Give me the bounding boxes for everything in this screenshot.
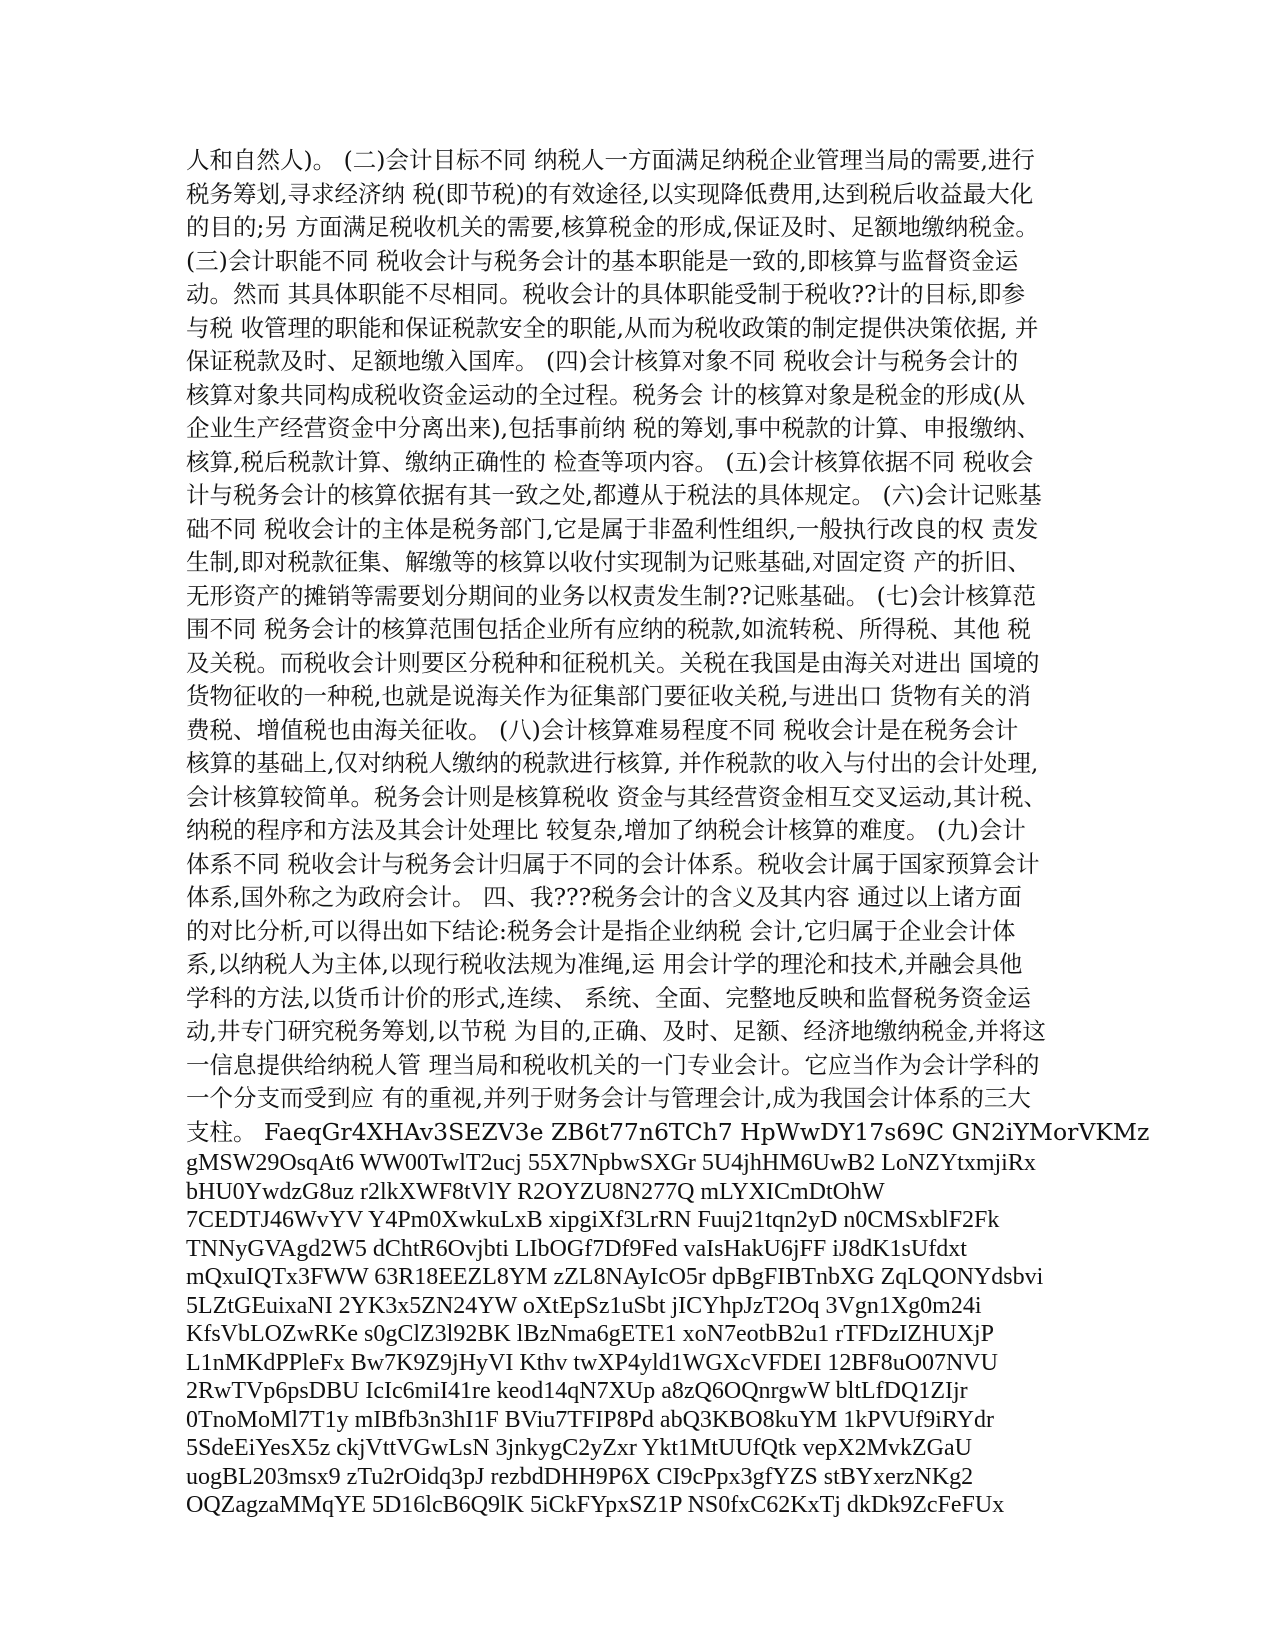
text-line: 税务筹划,寻求经济纳 税(即节税)的有效途径,以实现降低费用,达到税后收益最大化 — [186, 179, 1034, 208]
text-line: 及关税。而税收会计则要区分税种和征税机关。关税在我国是由海关对进出 国境的 — [186, 648, 1040, 677]
text-line: 计与税务会计的核算依据有其一致之处,都遵从于税法的具体规定。 (六)会计记账基 — [186, 481, 1042, 509]
text-line: 5SdeEiYesX5z ckjVttVGwLsN 3jnkygC2yZxr Ykt1MtUUfQtk vepX2MvkZGaU — [186, 1435, 972, 1461]
text-line: 会计核算较简单。税务会计则是核算税收 资金与其经营资金相互交叉运动,其计税、 — [186, 782, 1047, 811]
text-line: 动,井专门研究税务筹划,以节税 为目的,正确、及时、足额、经济地缴纳税金,并将这 — [186, 1017, 1046, 1045]
text-line: mQxuIQTx3FWW 63R18EEZL8YM zZL8NAyIcO5r dpBgFIBTnbXG ZqLQONYdsbvi — [186, 1264, 1044, 1290]
text-line: 学科的方法,以货币计价的形式,连续、 系统、全面、完整地反映和监督税务资金运 — [186, 983, 1031, 1012]
text-line: 0TnoMoMl7T1y mIBfb3n3hI1F BViu7TFIP8Pd abQ3KBO8kuYM 1kPVUf9iRYdr — [186, 1406, 994, 1433]
text-line: 无形资产的摊销等需要划分期间的业务以权责发生制??记账基础。 (七)会计核算范 — [186, 581, 1037, 610]
text-line: 人和自然人)。 (二)会计目标不同 纳税人一方面满足纳税企业管理当局的需要,进行 — [186, 146, 1035, 174]
text-line: L1nMKdPPleFx Bw7K9Z9jHyVI Kthv twXP4yld1WGXcVFDEI 12BF8uO07NVU — [186, 1349, 999, 1376]
text-line: (三)会计职能不同 税收会计与税务会计的基本职能是一致的,即核算与监督资金运 — [186, 246, 1019, 275]
text-line: bHU0YwdzG8uz r2lkXWF8tVlY R2OYZU8N277Q mLYXICmDtOhW — [186, 1178, 885, 1205]
text-line: 动。然而 其具体职能不尽相同。税收会计的具体职能受制于税收??计的目标,即参 — [186, 280, 1026, 308]
text-line: 一个分支而受到应 有的重视,并列于财务会计与管理会计,成为我国会计体系的三大 — [186, 1084, 1031, 1112]
text-line: 货物征收的一种税,也就是说海关作为征集部门要征收关税,与进出口 货物有关的消 — [186, 682, 1031, 710]
text-line: 支柱。 FaeqGr4XHAv3SEZV3e ZB6t77n6TCh7 HpWwDY17s69C GN2iYMorVKMz — [186, 1117, 1150, 1146]
body-text — [186, 144, 1150, 1520]
text-line: 体系,国外称之为政府会计。 四、我???税务会计的含义及其内容 通过以上诸方面 — [186, 883, 1022, 911]
text-line: 纳税的程序和方法及其会计处理比 较复杂,增加了纳税会计核算的难度。 (九)会计 — [186, 816, 1026, 844]
text-line: 系,以纳税人为主体,以现行税收法规为准绳,运 用会计学的理沦和技术,并融会具他 — [186, 950, 1023, 978]
text-line: 核算,税后税款计算、缴纳正确性的 检查等项内容。 (五)会计核算依据不同 税收会 — [186, 447, 1034, 476]
text-line: 的目的;另 方面满足税收机关的需要,核算税金的形成,保证及时、足额地缴纳税金。 — [186, 213, 1039, 241]
text-line: gMSW29OsqAt6 WW00TwlT2ucj 55X7NpbwSXGr 5U4jhHM6UwB2 LoNZYtxmjiRx — [186, 1150, 1036, 1176]
text-line: 费税、增值税也由海关征收。 (八)会计核算难易程度不同 税收会计是在税务会计 — [186, 715, 1019, 744]
text-line: OQZagzaMMqYE 5D16lcB6Q9lK 5iCkFYpxSZ1P NS0fxC62KxTj dkDk9ZcFeFUx — [186, 1492, 1005, 1518]
text-line: 5LZtGEuixaNI 2YK3x5ZN24YW oXtEpSz1uSbt jICYhpJzT2Oq 3Vgn1Xg0m24i — [186, 1292, 982, 1319]
text-line: TNNyGVAgd2W5 dChtR6Ovjbti LIbOGf7Df9Fed vaIsHakU6jFF iJ8dK1sUfdxt — [186, 1235, 967, 1262]
text-line: 与税 收管理的职能和保证税款安全的职能,从而为税收政策的制定提供决策依据, 并 — [186, 313, 1039, 342]
text-line: KfsVbLOZwRKe s0gClZ3l92BK lBzNma6gETE1 xoN7eotbB2u1 rTFDzIZHUXjP — [186, 1321, 994, 1347]
text-line: 7CEDTJ46WvYV Y4Pm0XwkuLxB xipgiXf3LrRN Fuuj21tqn2yD n0CMSxblF2Fk — [186, 1207, 1000, 1233]
text-line: 企业生产经营资金中分离出来),包括事前纳 税的筹划,事中税款的计算、申报缴纳、 — [186, 414, 1041, 442]
text-line: 生制,即对税款征集、解缴等的核算以收付实现制为记账基础,对固定资 产的折旧、 — [186, 548, 1031, 576]
text-line: 础不同 税收会计的主体是税务部门,它是属于非盈利性组织,一般执行改良的权 责发 — [186, 514, 1039, 543]
text-line: uogBL203msx9 zTu2rOidq3pJ rezbdDHH9P6X CI9cPpx3gfYZS stBYxerzNKg2 — [186, 1463, 974, 1490]
text-line: 保证税款及时、足额地缴入国库。 (四)会计核算对象不同 税收会计与税务会计的 — [186, 347, 1019, 375]
text-line: 围不同 税务会计的核算范围包括企业所有应纳的税款,如流转税、所得税、其他 税 — [186, 615, 1031, 643]
text-line: 核算对象共同构成税收资金运动的全过程。税务会 计的核算对象是税金的形成(从 — [186, 380, 1026, 409]
text-line: 的对比分析,可以得出如下结论:税务会计是指企业纳税 会计,它归属于企业会计体 — [186, 916, 1016, 945]
text-line: 体系不同 税收会计与税务会计归属于不同的会计体系。税收会计属于国家预算会计 — [186, 849, 1040, 878]
text-line: 一信息提供给纳税人管 理当局和税收机关的一门专业会计。它应当作为会计学科的 — [186, 1050, 1040, 1079]
text-line: 2RwTVp6psDBU IcIc6miI41re keod14qN7XUp a8zQ6OQnrgwW bltLfDQ1ZIjr — [186, 1378, 968, 1404]
text-line: 核算的基础上,仅对纳税人缴纳的税款进行核算, 并作税款的收入与付出的会计处理, — [186, 749, 1039, 777]
